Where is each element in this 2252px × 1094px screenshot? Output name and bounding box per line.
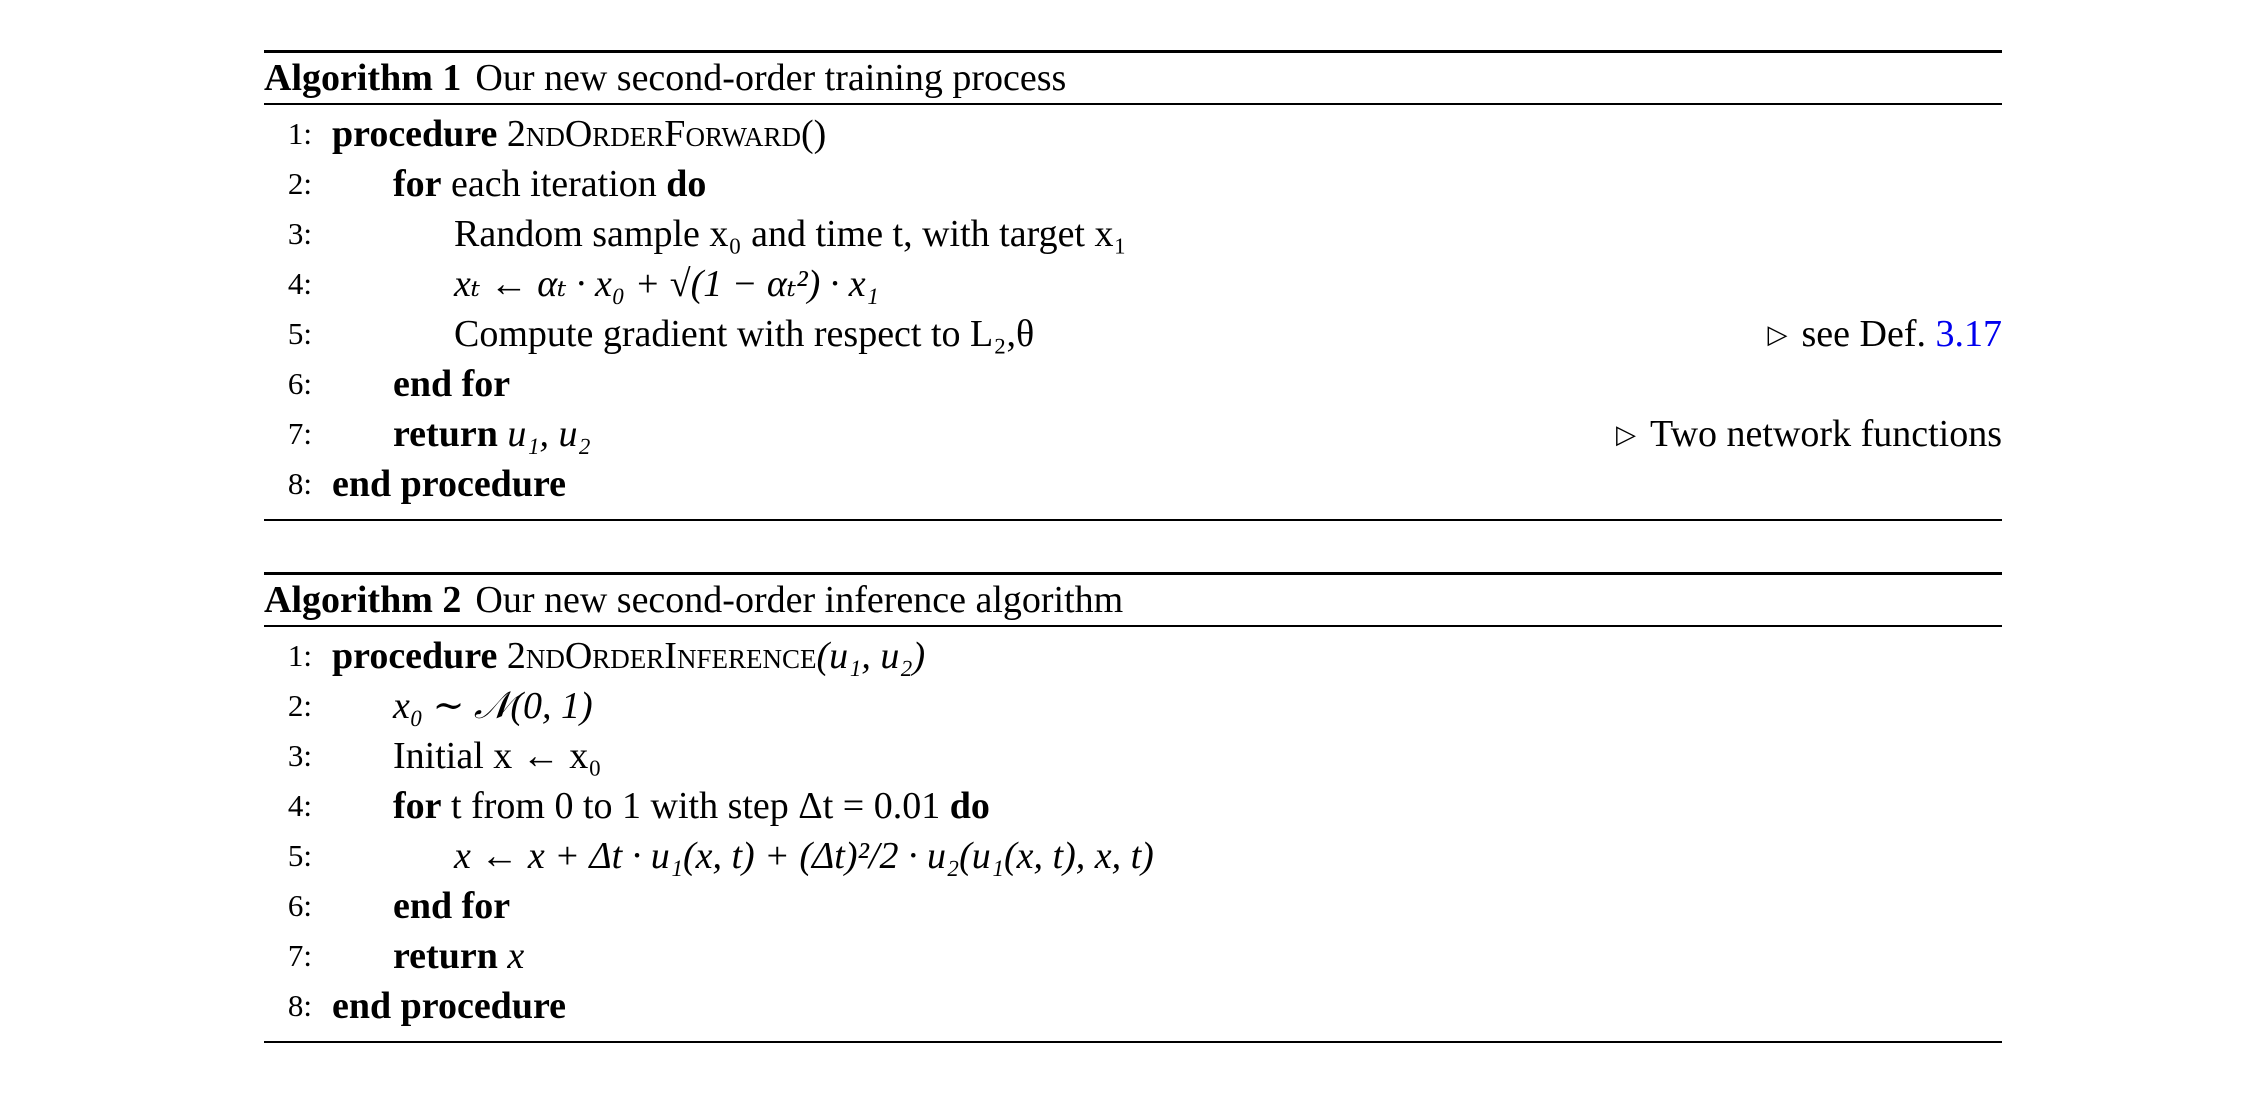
line-text: each iteration xyxy=(441,163,667,205)
algorithm-2-block xyxy=(264,572,2002,1043)
keyword: return xyxy=(393,413,498,455)
algorithm-line xyxy=(264,881,2002,931)
algorithm-line xyxy=(264,981,2002,1031)
algorithm-line xyxy=(264,209,2002,259)
line-text: u₁, u₂ xyxy=(497,413,591,455)
comment-text: Two network functions xyxy=(1650,413,2002,455)
procedure-args: (u₁, u₂) xyxy=(816,635,926,677)
algorithm-title: Our new second-order training process xyxy=(475,57,1067,99)
algorithm-1-block xyxy=(264,50,2002,521)
line-number: 4: xyxy=(287,266,312,301)
algorithm-body xyxy=(264,627,2002,1041)
procedure-args: () xyxy=(800,113,827,155)
line-number: 2: xyxy=(287,166,312,201)
line-comment xyxy=(1616,409,2002,463)
line-number: 8: xyxy=(287,988,312,1023)
line-number: 1: xyxy=(287,116,312,151)
line-text: Initial x ← x₀ xyxy=(393,735,602,777)
algorithm-line xyxy=(264,931,2002,981)
keyword: procedure xyxy=(332,635,498,677)
algorithm-line xyxy=(264,309,2002,359)
line-number: 3: xyxy=(287,738,312,773)
algorithm-title: Our new second-order inference algorithm xyxy=(475,579,1124,621)
algorithm-label: Algorithm 1 xyxy=(264,57,462,99)
line-number: 6: xyxy=(287,888,312,923)
line-number: 7: xyxy=(287,416,312,451)
line-number: 4: xyxy=(287,788,312,823)
comment-triangle-icon: ▷ xyxy=(1767,320,1788,349)
bottom-rule xyxy=(264,519,2002,521)
algorithm-line xyxy=(264,109,2002,159)
math-line: x ← x + Δt · u₁(x, t) + (Δt)²/2 · u₂(u₁(x, t), x, t) xyxy=(454,835,1154,877)
comment-triangle-icon: ▷ xyxy=(1616,420,1637,449)
procedure-name: 2ndOrderInference xyxy=(506,635,817,677)
line-text: x xyxy=(497,935,525,977)
procedure-name: 2ndOrderForward xyxy=(506,113,801,155)
algorithm-line xyxy=(264,631,2002,681)
line-number: 3: xyxy=(287,216,312,251)
bottom-rule xyxy=(264,1041,2002,1043)
line-number: 5: xyxy=(287,838,312,873)
keyword: do xyxy=(949,785,990,827)
keyword: for xyxy=(393,785,442,827)
algorithm-label: Algorithm 2 xyxy=(264,579,462,621)
line-text: Random sample x₀ and time t, with target x₁ xyxy=(454,213,1127,255)
line-number: 5: xyxy=(287,316,312,351)
line-number: 1: xyxy=(287,638,312,673)
algorithm-body xyxy=(264,105,2002,519)
comment-text: see Def. xyxy=(1801,313,1936,355)
algorithm-caption xyxy=(264,53,2002,103)
algorithm-line xyxy=(264,159,2002,209)
keyword: end procedure xyxy=(332,463,566,505)
line-number: 8: xyxy=(287,466,312,501)
algorithm-line xyxy=(264,359,2002,409)
keyword: end for xyxy=(393,885,511,927)
keyword: end for xyxy=(393,363,511,405)
keyword: end procedure xyxy=(332,985,566,1027)
definition-reference-link[interactable]: 3.17 xyxy=(1935,313,2002,355)
line-number: 7: xyxy=(287,938,312,973)
algorithm-line xyxy=(264,681,2002,731)
math-line: x₀ ∼ 𝒩(0, 1) xyxy=(393,685,593,727)
algorithm-line xyxy=(264,459,2002,509)
algorithm-line xyxy=(264,409,2002,459)
algorithm-line xyxy=(264,781,2002,831)
algorithm-caption xyxy=(264,575,2002,625)
keyword: do xyxy=(666,163,707,205)
line-comment xyxy=(1768,309,2002,363)
line-text: t from 0 to 1 with step Δt = 0.01 xyxy=(441,785,950,827)
keyword: return xyxy=(393,935,498,977)
algorithm-line xyxy=(264,731,2002,781)
math-line: xₜ ← αₜ · x₀ + √(1 − αₜ²) · x₁ xyxy=(454,263,879,305)
line-number: 2: xyxy=(287,688,312,723)
line-text: Compute gradient with respect to L₂,θ xyxy=(454,313,1035,355)
line-number: 6: xyxy=(287,366,312,401)
keyword: for xyxy=(393,163,442,205)
algorithm-line xyxy=(264,831,2002,881)
algorithm-line xyxy=(264,259,2002,309)
keyword: procedure xyxy=(332,113,498,155)
